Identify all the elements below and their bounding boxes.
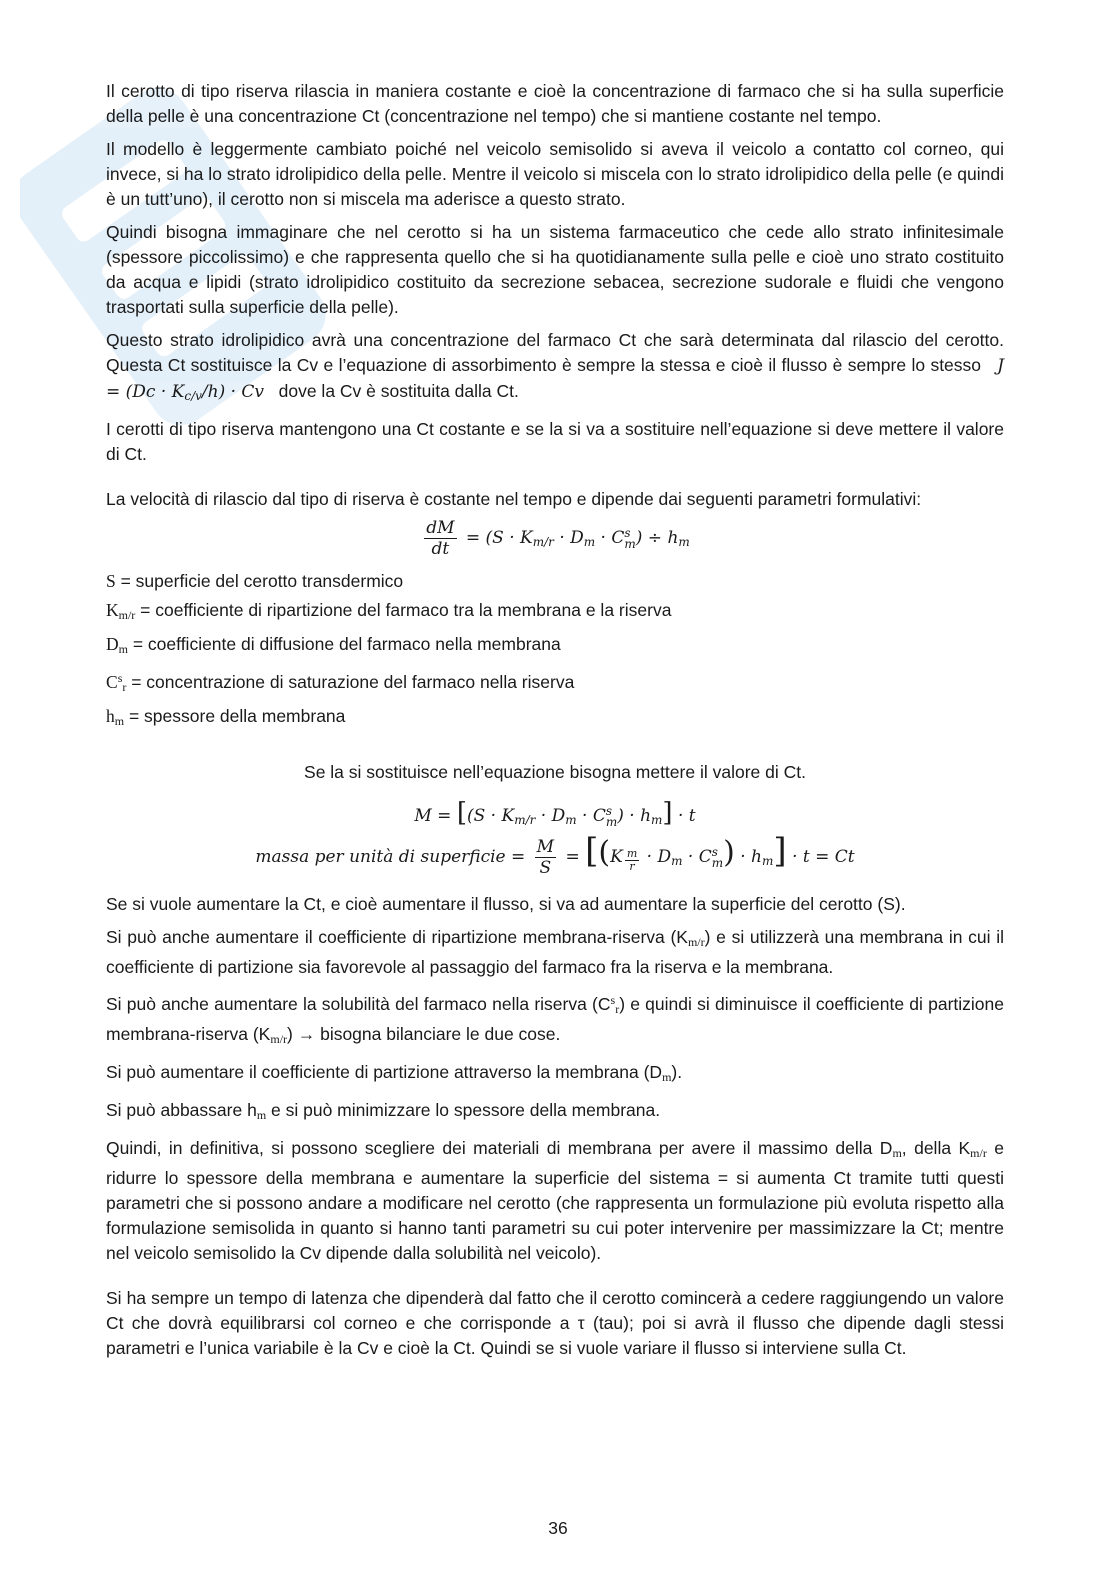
paragraph: Si può anche aumentare il coefficiente di ripartizione membrana-riserva $(K_{m/r})$ e si utilizzerà una membrana in cui il coefficiente di partizione sia favorevole al passaggio del farmaco fra la riserva e la membrana. <box>106 927 1004 977</box>
paragraph: Il cerotto di tipo riserva rilascia in maniera costante e cioè la concentrazione di farmaco che si ha sulla superficie della pelle è una concentrazione Ct (concentrazione nel tempo) che si mantiene costante nel tempo. <box>106 81 1004 126</box>
paragraph: Il modello è leggermente cambiato poiché nel veicolo semisolido si aveva il veicolo a contatto col corneo, qui invece, si ha lo strato idrolipidico della pelle. Mentre il veicolo si miscela con lo strato idrolipidico della pelle (e quindi è un tutt’uno), il cerotto non si miscela ma aderisce a questo strato. <box>106 139 1004 209</box>
paragraph: I cerotti di tipo riserva mantengono una Ct costante e se la si va a sostituire nell’equazione si deve mettere il valore di Ct. <box>106 419 1004 464</box>
paragraph: Si può anche aumentare la solubilità del farmaco nella riserva $(C^s_r)$ e quindi si diminuisce il coefficiente di partizione membrana-riserva $(K_{m/r})$ → bisogna bilanciare le due cose. <box>106 993 1004 1046</box>
definition-item: $h_m$ = spessore della membrana <box>106 706 346 728</box>
document-body <box>106 79 1004 1369</box>
paragraph: Si ha sempre un tempo di latenza che dipenderà dal fatto che il cerotto comincerà a cedere raggiungendo un valore Ct che dovrà equilibrarsi col corneo e che corrisponde a τ (tau); poi si avrà il flusso che dipende dagli stessi parametri e l’unica variabile è la Cv e cioè la Ct. Quindi se si vuole variare il flusso si interviene sulla Ct. <box>106 1288 1004 1358</box>
definition-item: $D_m$ = coefficiente di diffusione del farmaco nella membrana <box>106 634 561 656</box>
centered-note: Se la si sostituisce nell’equazione bisogna mettere il valore di Ct. <box>304 762 806 782</box>
paragraph: Si può aumentare il coefficiente di partizione attraverso la membrana $(D_m)$. <box>106 1062 683 1084</box>
page-number: 36 <box>548 1518 568 1538</box>
paragraph: Quindi, in definitiva, si possono scegliere dei materiali di membrana per avere il massimo della $D_m$, della $K_{m/r}$ e ridurre lo spessore della membrana e aumentare la superficie del sistema = si aumenta Ct tramite tutti questi parametri che si possono andare a modificare nel cerotto (che rappresenta un formulazione più evoluta rispetto alla formulazione semisolida in quanto si hanno tanti parametri su cui poter intervenire per massimizzare la Ct; mentre nel veicolo semisolido la Cv dipende dalla solubilità nel veicolo). <box>106 1138 1005 1263</box>
release-rate-equation: $\frac{dM}{dt}$ = ($S \cdot K_{m/r} \cdot D_m \cdot C$ s m ) ÷ $h_m$ <box>426 518 690 559</box>
definition-item: S = superficie del cerotto transdermico <box>106 571 404 591</box>
definition-item: $K_{m/r}$ = coefficiente di ripartizione del farmaco tra la membrana e la riserva <box>106 600 672 622</box>
paragraph: Quindi bisogna immaginare che nel cerotto si ha un sistema farmaceutico che cede allo strato infinitesimale (spessore piccolissimo) e che rappresenta quello che si ha quotidianamente sulla pelle e cioè uno strato costituito da acqua e lipidi (strato idrolipidico costituito da secrezione sebacea, secrezione sudorale e fluidi che vengono trasportati sulla superficie della pelle). <box>106 222 1004 317</box>
paragraph: Se si vuole aumentare la Ct, e cioè aumentare il flusso, si va ad aumentare la superficie del cerotto (S). <box>106 894 906 914</box>
mass-equation: $M = [(S \cdot K_{m/r} \cdot D_m \cdot C$ s m ) · $h_m] \cdot t$ <box>414 798 696 829</box>
flux-equation: $J = (Dc \cdot K_{c/v}/h) \cdot Cv$ <box>106 356 1004 403</box>
paragraph: Questo strato idrolipidico avrà una concentrazione del farmaco Ct che sarà determinata dal rilascio del cerotto. Questa Ct sostituisce la Cv e l’equazione di assorbimento è sempre la stessa e cioè il flusso è sempre lo stesso $J = (Dc \cdot K_{c/v}/h) \cdot Cv$ dove la Cv è sostituita dalla Ct. <box>106 330 1004 403</box>
paragraph: Si può abbassare $h_m$ e si può minimizzare lo spessore della membrana. <box>106 1100 661 1122</box>
definitions-list <box>106 569 1004 734</box>
definition-item: $C^s_r$ = concentrazione di saturazione del farmaco nella riserva <box>106 671 575 694</box>
paragraph: La velocità di rilascio dal tipo di riserva è costante nel tempo e dipende dai seguenti parametri formulativi: <box>106 489 922 509</box>
mass-per-area-equation: massa per unità di superficie = $\frac{M}{S}$ = [(K $\frac{m}{r}$ · $D_m \cdot C$ s m ) · $h_m] \cdot t = Ct$ <box>255 831 855 878</box>
